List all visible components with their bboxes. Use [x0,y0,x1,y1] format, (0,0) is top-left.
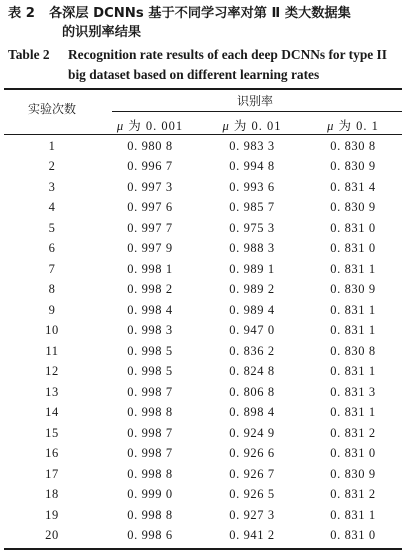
rate-cell: 0. 996 7 [127,159,173,174]
caption-cn-line2: 的识别率结果 [62,25,142,40]
header-recognition-rate: 识别率 [236,94,273,108]
rate-cell: 0. 975 3 [229,220,275,235]
table-row [4,382,402,403]
table-row [4,423,402,444]
rate-cell: 0. 806 8 [229,384,275,399]
rate-cell: 0. 830 9 [330,282,376,297]
trial-number-cell: 13 [45,384,59,399]
trial-number-cell: 6 [48,241,56,256]
trial-number-cell: 8 [48,282,56,297]
caption-en-line2: big dataset based on different learning rates [68,67,320,82]
table-row [4,300,402,321]
rate-cell: 0. 998 8 [127,405,173,420]
table-row [4,485,402,506]
rate-cell: 0. 924 9 [229,425,275,440]
trial-number-cell: 17 [45,466,59,481]
rate-cell: 0. 999 0 [127,487,173,502]
rate-cell: 0. 998 1 [127,261,173,276]
header-group-rule [112,111,402,112]
rate-cell: 0. 830 8 [330,343,376,358]
rate-cell: 0. 830 9 [330,159,376,174]
table-row [4,464,402,485]
rate-cell: 0. 831 1 [330,507,376,522]
rate-cell: 0. 831 3 [330,384,376,399]
rate-cell: 0. 998 8 [127,507,173,522]
table-row [4,526,402,547]
trial-number-cell: 3 [48,179,56,194]
trial-number-cell: 5 [48,220,56,235]
rate-cell: 0. 926 6 [229,446,275,461]
rate-cell: 0. 831 1 [330,302,376,317]
header-lr-001: μ 为 0. 01 [222,119,282,133]
rate-cell: 0. 830 9 [330,466,376,481]
table-row [4,341,402,362]
rate-cell: 0. 831 0 [330,241,376,256]
rate-cell: 0. 997 6 [127,200,173,215]
rate-cell: 0. 831 1 [330,323,376,338]
rate-cell: 0. 998 8 [127,466,173,481]
rate-cell: 0. 831 0 [330,446,376,461]
trial-number-cell: 15 [45,425,59,440]
caption-cn-line1: 各深层 DCNNs 基于不同学习率对第 Ⅱ 类大数据集 [48,6,351,21]
rate-cell: 0. 989 4 [229,302,275,317]
caption-cn-tag: 表 2 [8,6,35,21]
rate-cell: 0. 926 5 [229,487,275,502]
mu-symbol: μ [327,119,335,133]
rate-cell: 0. 989 2 [229,282,275,297]
table-row [4,280,402,301]
trial-number-cell: 9 [48,302,56,317]
table-row [4,177,402,198]
rate-cell: 0. 898 4 [229,405,275,420]
table-row [4,198,402,219]
table-row [4,321,402,342]
rate-cell: 0. 926 7 [229,466,275,481]
trial-number-cell: 12 [45,364,59,379]
rate-cell: 0. 831 0 [330,528,376,543]
table-row [4,239,402,260]
rate-cell: 0. 831 0 [330,220,376,235]
table-row [4,444,402,465]
rate-cell: 0. 998 2 [127,282,173,297]
rate-cell: 0. 831 1 [330,405,376,420]
rate-cell: 0. 993 6 [229,179,275,194]
header-lr-0001: μ 为 0. 001 [116,119,184,133]
trial-number-cell: 14 [45,405,59,420]
rate-cell: 0. 927 3 [229,507,275,522]
rate-cell: 0. 998 5 [127,343,173,358]
rate-cell: 0. 831 2 [330,425,376,440]
rate-cell: 0. 997 3 [127,179,173,194]
table-caption-chinese [8,4,400,42]
rate-cell: 0. 998 6 [127,528,173,543]
rate-cell: 0. 985 7 [229,200,275,215]
trial-number-cell: 16 [45,446,59,461]
rate-cell: 0. 997 9 [127,241,173,256]
rate-cell: 0. 983 3 [229,138,275,153]
rate-cell: 0. 830 8 [330,138,376,153]
rate-cell: 0. 831 4 [330,179,376,194]
rate-cell: 0. 998 3 [127,323,173,338]
table-row [4,362,402,383]
rate-cell: 0. 998 5 [127,364,173,379]
rate-cell: 0. 980 8 [127,138,173,153]
table-bottom-rule [4,548,402,550]
trial-number-cell: 4 [48,200,56,215]
trial-number-cell: 19 [45,507,59,522]
trial-number-cell: 2 [48,159,56,174]
trial-number-cell: 7 [48,261,56,276]
trial-number-cell: 1 [48,138,56,153]
trial-number-cell: 20 [45,528,59,543]
rate-cell: 0. 836 2 [229,343,275,358]
rate-cell: 0. 831 1 [330,364,376,379]
trial-number-cell: 11 [45,343,59,358]
table-row [4,259,402,280]
rate-cell: 0. 998 7 [127,446,173,461]
rate-cell: 0. 831 2 [330,487,376,502]
mu-symbol: μ [116,119,125,133]
rate-cell: 0. 997 7 [127,220,173,235]
rate-cell: 0. 941 2 [229,528,275,543]
caption-en-tag: Table 2 [8,47,50,62]
rate-cell: 0. 998 7 [127,425,173,440]
table-top-rule [4,88,402,90]
rate-cell: 0. 988 3 [229,241,275,256]
rate-cell: 0. 831 1 [330,261,376,276]
rate-cell: 0. 824 8 [229,364,275,379]
rate-cell: 0. 998 4 [127,302,173,317]
table-row [4,136,402,157]
table-row [4,218,402,239]
table-caption-english [8,45,400,85]
mu-symbol: μ [222,119,230,133]
trial-number-cell: 18 [45,487,59,502]
rate-cell: 0. 830 9 [330,200,376,215]
trial-number-cell: 10 [45,323,59,338]
rate-cell: 0. 989 1 [229,261,275,276]
rate-cell: 0. 994 8 [229,159,275,174]
header-bottom-rule [4,134,402,135]
header-trial-count: 实验次数 [27,102,76,116]
rate-cell: 0. 947 0 [229,323,275,338]
table-row [4,505,402,526]
rate-cell: 0. 998 7 [127,384,173,399]
table-row [4,403,402,424]
header-lr-01: μ 为 0. 1 [327,119,379,133]
table-row [4,157,402,178]
caption-en-line1: Recognition rate results of each deep DCNNs for type II [68,47,387,62]
recognition-rate-table [4,136,402,546]
